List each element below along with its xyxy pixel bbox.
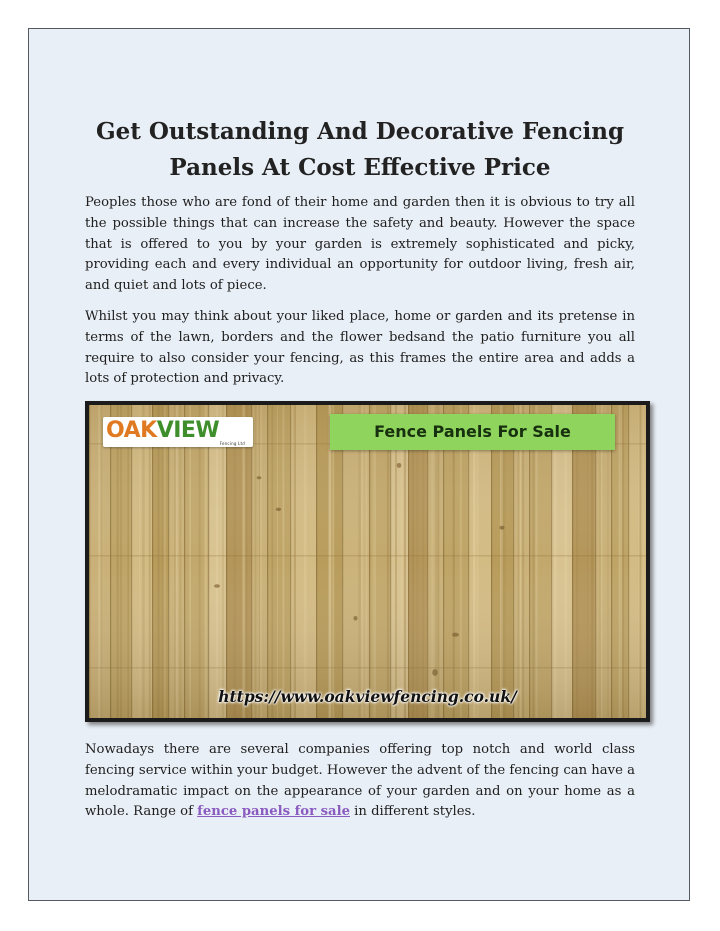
logo-text-oak: OAK [106, 418, 157, 443]
document-page [28, 28, 690, 901]
paragraph-intro: Peoples those who are fond of their home and garden then it is obvious to try all the possible things that can increase the safety and beauty. However the space that is offered to you by your garden is extremely sophisticated and picky, providing each and every individual an opportunity for outdoor living, fresh air, and quiet and lots of piece. [85, 195, 635, 294]
paragraph-companies-text: Nowadays there are several companies offering top notch and world class fencing service within your budget. However the advent of the fencing can have a melodramatic impact on the appearance of your garden and on your home as a whole. Range of [85, 742, 635, 820]
title-line-1: Get Outstanding And Decorative Fencing [95, 118, 625, 145]
fence-banner-image [85, 401, 650, 722]
banner-url: https://www.oakviewfencing.co.uk/ [218, 687, 517, 706]
document-title [29, 114, 691, 186]
paragraph-companies [85, 740, 635, 823]
oakview-logo [103, 417, 253, 447]
paragraph-fencing: Whilst you may think about your liked place, home or garden and its pretense in terms of the lawn, borders and the flower bedsand the patio furniture you all require to also consider your fencing, as this frames the entire area and adds a lots of protection and privacy. [85, 309, 635, 387]
fence-panels-link[interactable]: fence panels for sale [197, 804, 350, 820]
wood-fence-texture [89, 405, 646, 718]
logo-text-view: VIEW [156, 418, 220, 443]
title-line-2: Panels At Cost Effective Price [169, 154, 551, 181]
paragraph-companies-tail: in different styles. [349, 804, 476, 820]
fence-panels-headline: Fence Panels For Sale [330, 414, 615, 450]
logo-subtitle: Fencing Ltd [219, 441, 245, 446]
